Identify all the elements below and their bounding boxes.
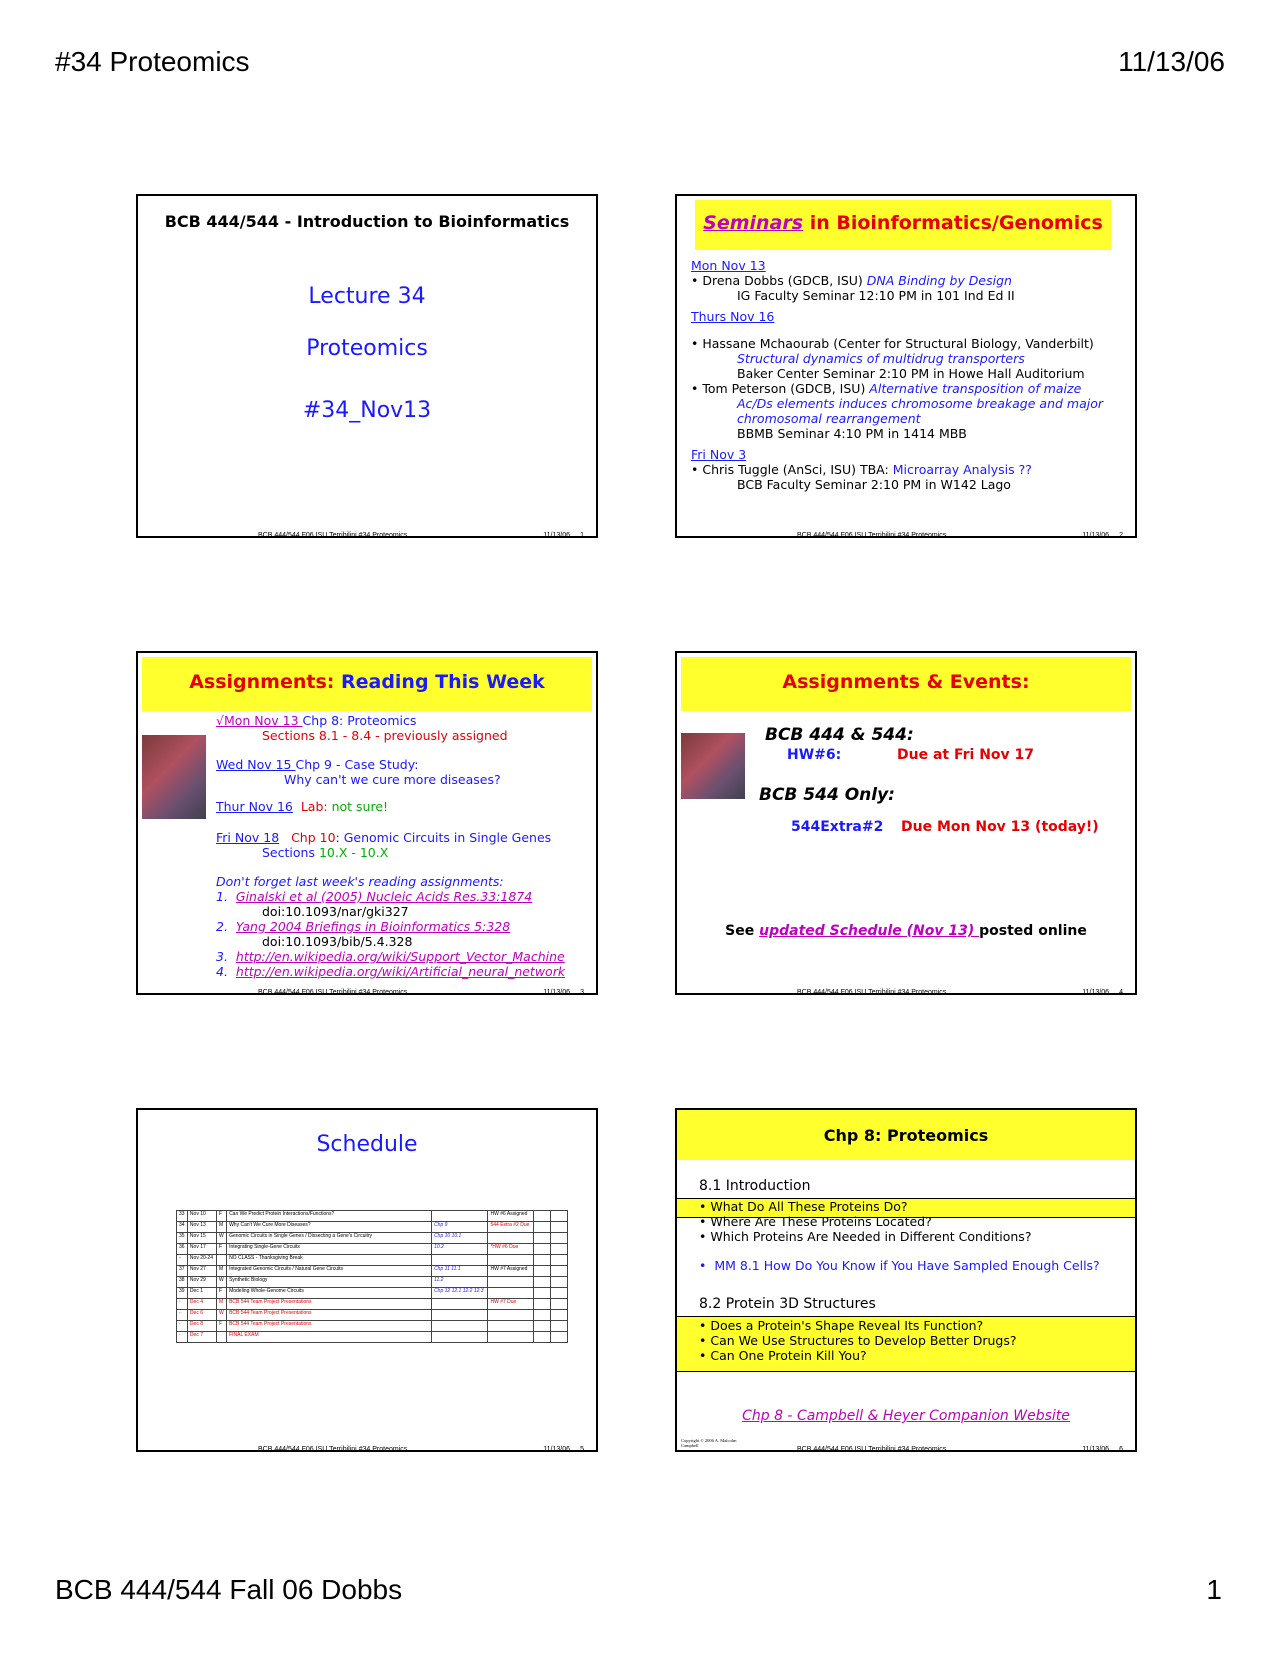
schedule-cell: Nov 10 — [187, 1211, 216, 1222]
slide-2-title-rest: in Bioinformatics/Genomics — [803, 212, 1103, 234]
bullet-text: Can One Protein Kill You? — [710, 1348, 867, 1363]
seminar-speaker: Drena Dobbs (GDCB, ISU) — [702, 273, 867, 288]
schedule-cell — [216, 1332, 226, 1343]
slide-footer-date: 11/13/06 — [1082, 532, 1109, 538]
schedule-cell — [551, 1288, 568, 1299]
ref-number: 4. — [216, 964, 228, 979]
schedule-cell — [534, 1277, 551, 1288]
extra2-due: Due Mon Nov 13 (today!) — [901, 819, 1099, 835]
schedule-cell: M — [216, 1299, 226, 1310]
lab-status: not sure! — [331, 799, 389, 814]
slide-6-title: Chp 8: Proteomics — [823, 1126, 989, 1145]
schedule-cell: FINAL EXAM — [227, 1332, 432, 1343]
bullet-text: Does a Protein's Shape Reveal Its Function? — [710, 1318, 984, 1333]
schedule-row — [177, 1288, 568, 1299]
schedule-note — [677, 923, 1135, 939]
slide-footer-course: BCB 444/544 F06 ISU Terribilini #34 Proteomics — [797, 532, 947, 538]
schedule-cell — [488, 1310, 534, 1321]
slide-footer-date: 11/13/06 — [1082, 1446, 1109, 1452]
schedule-cell: 10.2 — [432, 1244, 488, 1255]
slide-1 — [136, 194, 598, 538]
ref-doi-1: doi:10.1093/nar/gki327 — [262, 904, 409, 919]
reading-chapter: Chp 8: Proteomics — [302, 713, 417, 728]
schedule-row — [177, 1233, 568, 1244]
bullet-text: Can We Use Structures to Develop Better Drugs? — [710, 1333, 1017, 1348]
schedule-cell: W — [216, 1233, 226, 1244]
schedule-cell: 39 — [177, 1288, 188, 1299]
book-cover-image — [142, 735, 206, 819]
schedule-cell — [551, 1332, 568, 1343]
schedule-cell: BCB 544 Team Project Presentations — [227, 1321, 432, 1332]
lab-label: Lab: — [300, 799, 332, 814]
schedule-cell — [432, 1255, 488, 1266]
seminar-title-cont: chromosomal rearrangement — [737, 411, 921, 426]
updated-schedule-link[interactable]: updated Schedule (Nov 13) — [759, 923, 980, 939]
schedule-cell: F — [216, 1288, 226, 1299]
schedule-cell — [534, 1255, 551, 1266]
schedule-cell — [551, 1222, 568, 1233]
schedule-cell: 35 — [177, 1233, 188, 1244]
schedule-cell — [534, 1233, 551, 1244]
schedule-cell: *HW #6 Due — [488, 1244, 534, 1255]
schedule-cell — [432, 1310, 488, 1321]
bcb-544-heading: BCB 544 Only: — [759, 785, 895, 805]
seminar-title: DNA Binding by Design — [866, 273, 1012, 288]
schedule-cell: Dec 4 — [187, 1299, 216, 1310]
seminars-link[interactable]: Seminars — [703, 212, 804, 234]
schedule-cell: HW #7 Due — [488, 1299, 534, 1310]
seminar-day-fri[interactable]: Fri Nov 3 — [691, 447, 747, 462]
schedule-cell — [488, 1321, 534, 1332]
slide-5 — [136, 1108, 598, 1452]
schedule-cell: - — [177, 1321, 188, 1332]
bullet-text: MM 8.1 How Do You Know if You Have Sampled Enough Cells? — [714, 1258, 1100, 1273]
schedule-note-posted: posted online — [979, 923, 1087, 939]
slide-4 — [675, 651, 1137, 995]
slide-page-number: 2 — [1119, 532, 1123, 538]
schedule-cell: 37 — [177, 1266, 188, 1277]
schedule-cell — [551, 1255, 568, 1266]
reading-sections: Why can't we cure more diseases? — [284, 772, 501, 787]
schedule-cell: 36 — [177, 1244, 188, 1255]
schedule-cell: 544 Extra #2 Due — [488, 1222, 534, 1233]
schedule-cell — [488, 1277, 534, 1288]
ref-link-4[interactable]: http://en.wikipedia.org/wiki/Artificial_neural_network — [235, 964, 566, 979]
book-cover-image — [681, 733, 745, 799]
schedule-cell — [488, 1288, 534, 1299]
schedule-cell: BCB 544 Team Project Presentations — [227, 1299, 432, 1310]
schedule-cell — [488, 1332, 534, 1343]
schedule-cell: 34 — [177, 1222, 188, 1233]
schedule-cell — [534, 1321, 551, 1332]
schedule-row — [177, 1266, 568, 1277]
schedule-cell: - — [177, 1255, 188, 1266]
schedule-cell — [534, 1310, 551, 1321]
section-8-1-heading: 8.1 Introduction — [699, 1178, 811, 1194]
companion-website-link[interactable]: Chp 8 - Campbell & Heyer Companion Website — [742, 1408, 1070, 1424]
slide-footer-date: 11/13/06 — [1082, 989, 1109, 995]
seminar-title: Alternative transposition of maize — [869, 381, 1082, 396]
schedule-cell — [534, 1266, 551, 1277]
schedule-cell: Why Can't We Cure More Diseases? — [227, 1222, 432, 1233]
page-header-date: 11/13/06 — [1118, 46, 1225, 77]
seminar-speaker: Chris Tuggle (AnSci, ISU) TBA: — [702, 462, 893, 477]
slide-page-number: 4 — [1119, 989, 1123, 995]
schedule-cell: BCB 544 Team Project Presentations — [227, 1310, 432, 1321]
slide-3-title-b: Reading This Week — [340, 671, 545, 693]
schedule-row — [177, 1332, 568, 1343]
seminar-day-mon[interactable]: Mon Nov 13 — [691, 258, 766, 273]
ref-link-3[interactable]: http://en.wikipedia.org/wiki/Support_Vector_Machine — [235, 949, 565, 964]
schedule-cell — [534, 1299, 551, 1310]
schedule-row — [177, 1211, 568, 1222]
schedule-cell: Chp 11 11.1 — [432, 1266, 488, 1277]
bullet-text: What Do All These Proteins Do? — [710, 1199, 908, 1214]
reading-day-mon[interactable]: √Mon Nov 13 — [216, 713, 303, 728]
schedule-cell: F — [216, 1211, 226, 1222]
schedule-cell: Dec 6 — [187, 1310, 216, 1321]
schedule-cell — [551, 1233, 568, 1244]
schedule-cell: Chp 12 12.1 12.2 12.3 — [432, 1288, 488, 1299]
schedule-cell — [432, 1211, 488, 1222]
reading-chapter-number: Chp 10 — [291, 830, 336, 845]
section-8-2-heading: 8.2 Protein 3D Structures — [699, 1296, 876, 1312]
ref-number: 2. — [216, 919, 228, 934]
slide-6 — [675, 1108, 1137, 1452]
reading-chapter: Chp 9 - Case Study: — [295, 757, 419, 772]
schedule-cell — [432, 1299, 488, 1310]
schedule-row — [177, 1321, 568, 1332]
schedule-cell: Synthetic Biology — [227, 1277, 432, 1288]
slide-footer-course: BCB 444/544 F06 ISU Terribilini #34 Proteomics — [258, 1446, 408, 1452]
bullet-text: Where Are These Proteins Located? — [710, 1214, 932, 1229]
schedule-row — [177, 1244, 568, 1255]
schedule-cell: Nov 20-24 — [187, 1255, 216, 1266]
schedule-cell — [432, 1321, 488, 1332]
slide-3-title — [142, 671, 592, 693]
slide-1-lecture: Lecture 34 — [308, 284, 426, 309]
schedule-cell: Chp 10 10.1 — [432, 1233, 488, 1244]
schedule-cell: Nov 17 — [187, 1244, 216, 1255]
schedule-cell: 33 — [177, 1211, 188, 1222]
slide-footer-course: BCB 444/544 F06 ISU Terribilini #34 Proteomics — [797, 989, 947, 995]
schedule-cell: Genomic Circuits in Single Genes / Dissecting a Gene's Circuitry — [227, 1233, 432, 1244]
reading-sections-label: Sections — [262, 845, 319, 860]
ref-doi-2: doi:10.1093/bib/5.4.328 — [262, 934, 413, 949]
hw6-due: Due at Fri Nov 17 — [897, 747, 1035, 763]
schedule-cell — [551, 1211, 568, 1222]
seminar-venue: BCB Faculty Seminar 2:10 PM in W142 Lago — [737, 477, 1011, 492]
schedule-cell: Nov 29 — [187, 1277, 216, 1288]
schedule-cell — [534, 1332, 551, 1343]
seminar-venue: IG Faculty Seminar 12:10 PM in 101 Ind Ed II — [737, 288, 1015, 303]
schedule-cell: 38 — [177, 1277, 188, 1288]
slide-footer-date: 11/13/06 — [543, 1446, 570, 1452]
seminar-title: Microarray Analysis ?? — [892, 462, 1032, 477]
schedule-cell: Modeling Whole-Genome Circuits — [227, 1288, 432, 1299]
schedule-cell: M — [216, 1266, 226, 1277]
reading-day-wed[interactable]: Wed Nov 15 — [216, 757, 296, 772]
schedule-cell: NO CLASS - Thanksgiving Break — [227, 1255, 432, 1266]
schedule-cell — [551, 1299, 568, 1310]
reminder-text: Don't forget last week's reading assignments: — [216, 874, 504, 889]
slide-page-number: 6 — [1119, 1446, 1123, 1452]
bcb-444-544-heading: BCB 444 & 544: — [765, 725, 914, 745]
seminar-day-thu[interactable]: Thurs Nov 16 — [691, 309, 775, 324]
schedule-cell — [488, 1233, 534, 1244]
schedule-cell — [534, 1211, 551, 1222]
schedule-cell — [551, 1277, 568, 1288]
slide-2-body: Mon Nov 13 • Drena Dobbs (GDCB, ISU) DNA Binding by Design IG Faculty Seminar 12:10 PM in 101 Ind Ed II Thurs Nov 16 • Hassane Mchaourab (Center for Structural Biology, Vanderbilt) Structural dynamics of multidrug transporters Baker Center Seminar 2:10 PM in Howe Hall Auditorium • Tom Peterson (GDCB, ISU) Alternative transposition of maize Ac/Ds elements induces chromosome breakage and major chromosomal rearrangement BBMB Seminar 4:10 PM in 1414 MBB Fri Nov 3 • Chris Tuggle (AnSci, ISU) TBA: Microarray Analysis ?? BCB Faculty Seminar 2:10 PM in W142 Lago — [691, 258, 1131, 492]
schedule-cell: - — [177, 1332, 188, 1343]
slide-3-title-a: Assignments: — [189, 671, 341, 693]
slide-2 — [675, 194, 1137, 538]
slide-footer-course: BCB 444/544 F06 ISU Terribilini #34 Proteomics — [258, 989, 408, 995]
slide-footer-date: 11/13/06 — [543, 532, 570, 538]
seminar-title-cont: Ac/Ds elements induces chromosome breakage and major — [737, 396, 1103, 411]
schedule-cell: Nov 15 — [187, 1233, 216, 1244]
seminar-venue: Baker Center Seminar 2:10 PM in Howe Hall Auditorium — [737, 366, 1085, 381]
schedule-cell — [551, 1310, 568, 1321]
slide-footer-course: BCB 444/544 F06 ISU Terribilini #34 Proteomics — [258, 532, 408, 538]
seminar-speaker: Hassane Mchaourab (Center for Structural Biology, Vanderbilt) — [702, 336, 1094, 351]
seminar-speaker: Tom Peterson (GDCB, ISU) — [702, 381, 870, 396]
ref-link-2[interactable]: Yang 2004 Briefings in Bioinformatics 5:328 — [235, 919, 511, 934]
schedule-cell: - — [177, 1299, 188, 1310]
slide-page-number: 1 — [580, 532, 584, 538]
schedule-cell: Chp 9 — [432, 1222, 488, 1233]
schedule-cell: Dec 8 — [187, 1321, 216, 1332]
seminar-title: Structural dynamics of multidrug transporters — [737, 351, 1025, 366]
reading-chapter: : Genomic Circuits in Single Genes — [335, 830, 552, 845]
schedule-cell — [488, 1255, 534, 1266]
schedule-cell: F — [216, 1321, 226, 1332]
slide-3-body — [216, 713, 596, 979]
schedule-cell — [534, 1244, 551, 1255]
schedule-cell: F — [216, 1244, 226, 1255]
slide-1-topic: Proteomics — [306, 336, 428, 361]
section-8-1-bullets: • What Do All These Proteins Do? • Where Are These Proteins Located? • Which Proteins Are Needed in Different Conditions? • MM 8.1 How Do You Know if You Have Sampled Enough Cells? — [699, 1199, 1100, 1273]
schedule-cell: Dec 1 — [187, 1288, 216, 1299]
ref-number: 3. — [216, 949, 228, 964]
schedule-cell: Nov 13 — [187, 1222, 216, 1233]
reading-day-fri[interactable]: Fri Nov 18 — [216, 830, 280, 845]
schedule-cell — [216, 1255, 226, 1266]
slide-page-number: 5 — [580, 1446, 584, 1452]
schedule-cell — [534, 1288, 551, 1299]
slide-1-code: #34_Nov13 — [302, 398, 432, 423]
copyright-note: Copyright © 2006 A. Malcolm Campbell — [681, 1438, 737, 1448]
seminar-venue: BBMB Seminar 4:10 PM in 1414 MBB — [737, 426, 967, 441]
schedule-cell: Can We Predict Protein Interactions/Functions? — [227, 1211, 432, 1222]
slide-page-number: 3 — [580, 989, 584, 995]
schedule-cell: HW #7 Assigned — [488, 1266, 534, 1277]
page-header-title: #34 Proteomics — [55, 46, 250, 77]
page-footer-number: 1 — [1206, 1574, 1222, 1605]
schedule-note-see: See — [725, 923, 760, 939]
schedule-cell: - — [177, 1310, 188, 1321]
schedule-cell — [551, 1244, 568, 1255]
schedule-row — [177, 1299, 568, 1310]
ref-link-1[interactable]: Ginalski et al (2005) Nucleic Acids Res.33:1874 — [235, 889, 533, 904]
schedule-cell: W — [216, 1310, 226, 1321]
slide-footer-course: BCB 444/544 F06 ISU Terribilini #34 Proteomics — [797, 1446, 947, 1452]
slide-4-title: Assignments & Events: — [782, 671, 1030, 693]
bullet-text: Which Proteins Are Needed in Different Conditions? — [710, 1229, 1032, 1244]
slide-2-title — [695, 212, 1111, 234]
schedule-cell — [432, 1332, 488, 1343]
schedule-cell: 11.2 — [432, 1277, 488, 1288]
schedule-row — [177, 1255, 568, 1266]
schedule-cell — [534, 1222, 551, 1233]
schedule-cell: HW #6 Assigned — [488, 1211, 534, 1222]
extra2-label: 544Extra#2 — [791, 819, 884, 835]
hw6-label: HW#6: — [787, 747, 842, 763]
schedule-cell: Dec 7 — [187, 1332, 216, 1343]
ref-number: 1. — [216, 889, 228, 904]
schedule-table — [176, 1210, 568, 1343]
schedule-row — [177, 1222, 568, 1233]
reading-sections: 10.X - 10.X — [318, 845, 389, 860]
reading-day-thu[interactable]: Thur Nov 16 — [216, 799, 293, 814]
slide-5-title: Schedule — [316, 1132, 418, 1157]
schedule-row — [177, 1310, 568, 1321]
schedule-cell — [551, 1321, 568, 1332]
schedule-cell: Integrating Single-Gene Circuits — [227, 1244, 432, 1255]
slide-1-course: BCB 444/544 - Introduction to Bioinformatics — [164, 212, 570, 231]
slide-3 — [136, 651, 598, 995]
schedule-cell — [551, 1266, 568, 1277]
schedule-cell: Nov 27 — [187, 1266, 216, 1277]
schedule-cell: Integrated Genomic Circuits / Natural Gene Circuits — [227, 1266, 432, 1277]
page-footer-course: BCB 444/544 Fall 06 Dobbs — [55, 1574, 403, 1605]
reading-sections: Sections 8.1 - 8.4 - previously assigned — [262, 728, 508, 743]
schedule-cell: M — [216, 1222, 226, 1233]
schedule-row — [177, 1277, 568, 1288]
section-8-2-bullets: • Does a Protein's Shape Reveal Its Function? • Can We Use Structures to Develop Better Drugs? • Can One Protein Kill You? — [699, 1318, 1017, 1363]
schedule-cell: W — [216, 1277, 226, 1288]
slide-footer-date: 11/13/06 — [543, 989, 570, 995]
